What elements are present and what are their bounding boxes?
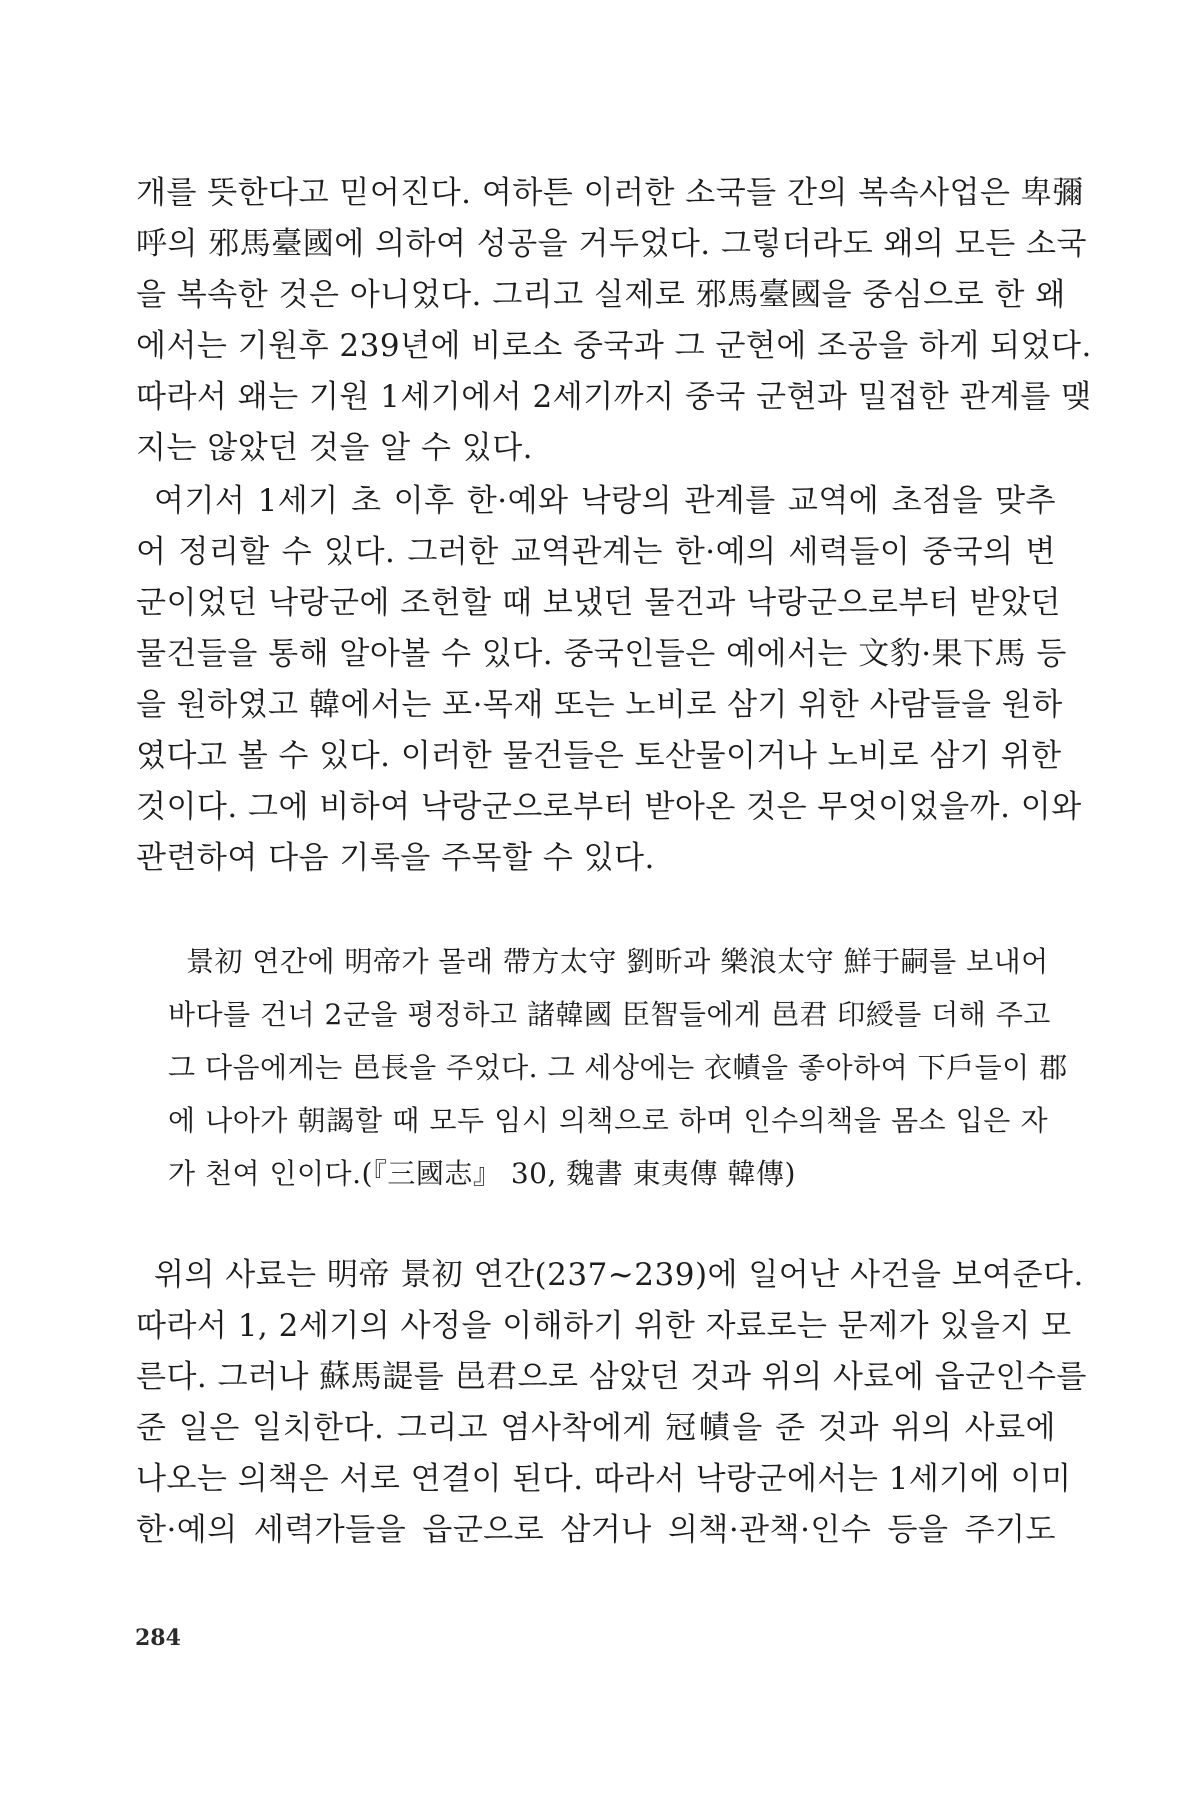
quote-line: 바다를 건너 2군을 평정하고 諸韓國 臣智들에게 邑君 印綬를 더해 주고 (168, 998, 1051, 1031)
text-line: 것이다. 그에 비하여 낙랑군으로부터 받아온 것은 무엇이었을까. 이와 (136, 789, 1082, 825)
text-line: 을 복속한 것은 아니었다. 그리고 실제로 邪馬臺國을 중심으로 한 왜 (136, 277, 1066, 313)
text-line: 개를 뜻한다고 믿어진다. 여하튼 이러한 소국들 간의 복속사업은 卑彌 (136, 175, 1084, 211)
quote-line: 景初 연간에 明帝가 몰래 帶方太守 劉昕과 樂浪太守 鮮于嗣를 보내어 (186, 945, 1049, 978)
text-line: 준 일은 일치한다. 그리고 염사착에게 冠幘을 준 것과 위의 사료에 (136, 1410, 1056, 1446)
text-line: 군이었던 낙랑군에 조헌할 때 보냈던 물건과 낙랑군으로부터 받았던 (136, 585, 1061, 621)
text-line: 따라서 1, 2세기의 사정을 이해하기 위한 자료로는 문제가 있을지 모 (136, 1308, 1072, 1344)
quote-line: 그 다음에게는 邑長을 주었다. 그 세상에는 衣幘을 좋아하여 下戶들이 郡 (168, 1051, 1068, 1084)
text-line: 한·예의 세력가들을 읍군으로 삼거나 의책·관책·인수 등을 주기도 (136, 1512, 1056, 1548)
text-line: 관련하여 다음 기록을 주목할 수 있다. (136, 840, 655, 876)
quote-line: 에 나아가 朝謁할 때 모두 임시 의책으로 하며 인수의책을 몸소 입은 자 (168, 1104, 1048, 1137)
text-line: 지는 않았던 것을 알 수 있다. (136, 430, 534, 466)
text-line: 른다. 그러나 蘇馬諟를 邑君으로 삼았던 것과 위의 사료에 읍군인수를 (136, 1359, 1087, 1395)
quote-line: 가 천여 인이다.(『三國志』 30, 魏書 東夷傳 韓傳) (168, 1157, 796, 1190)
text-line: 어 정리할 수 있다. 그러한 교역관계는 한·예의 세력들이 중국의 변 (136, 534, 1056, 570)
text-line: 위의 사료는 明帝 景初 연간(237~239)에 일어난 사건을 보여준다. (154, 1257, 1084, 1293)
page-number: 284 (135, 1625, 181, 1651)
text-line: 을 원하였고 韓에서는 포·목재 또는 노비로 삼기 위한 사람들을 원하 (136, 687, 1063, 723)
body-paragraph-3 (136, 1250, 1087, 1556)
body-paragraph-1 (136, 168, 1092, 474)
block-quote (168, 935, 1068, 1200)
text-line: 나오는 의책은 서로 연결이 된다. 따라서 낙랑군에서는 1세기에 이미 (136, 1461, 1072, 1497)
body-paragraph-2 (136, 476, 1082, 884)
text-line: 여기서 1세기 초 이후 한·예와 낙랑의 관계를 교역에 초점을 맞추 (154, 483, 1056, 519)
text-line: 였다고 볼 수 있다. 이러한 물건들은 토산물이거나 노비로 삼기 위한 (136, 738, 1062, 774)
text-line: 따라서 왜는 기원 1세기에서 2세기까지 중국 군현과 밀접한 관계를 맺 (136, 379, 1092, 415)
text-line: 물건들을 통해 알아볼 수 있다. 중국인들은 예에서는 文豹·果下馬 등 (136, 636, 1067, 672)
text-line: 에서는 기원후 239년에 비로소 중국과 그 군현에 조공을 하게 되었다. (136, 328, 1092, 364)
text-line: 呼의 邪馬臺國에 의하여 성공을 거두었다. 그렇더라도 왜의 모든 소국 (136, 226, 1087, 262)
